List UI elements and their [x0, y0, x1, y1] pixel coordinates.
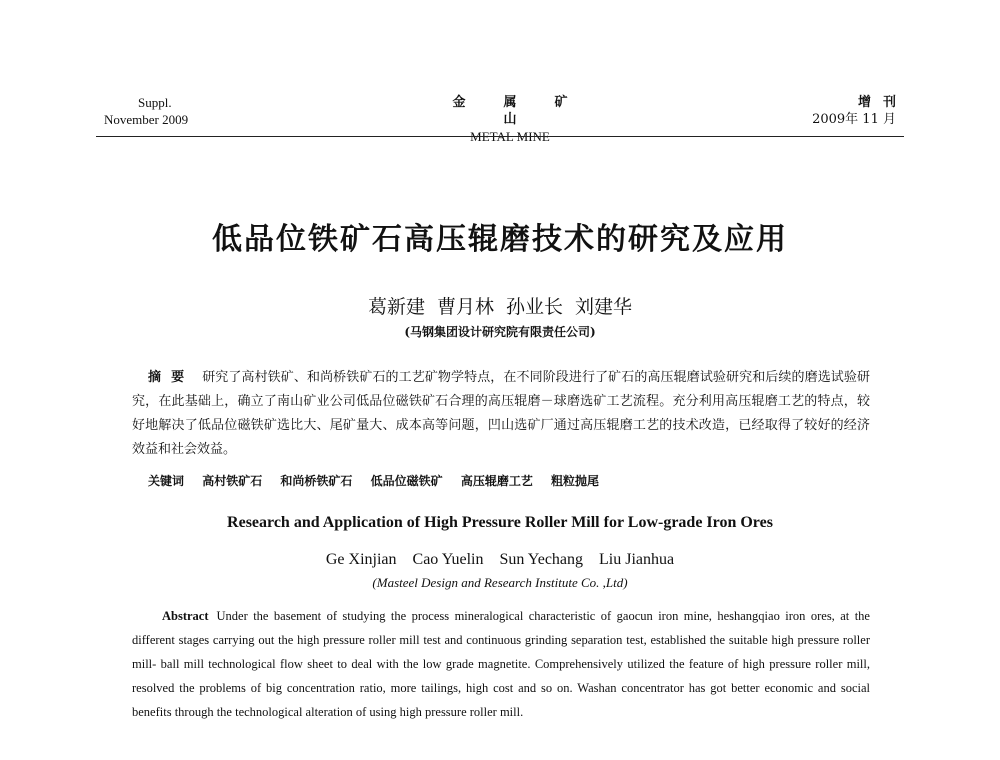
header-left [104, 94, 188, 128]
author-en: Ge Xinjian [325, 551, 397, 568]
header-supplement-cn: 增刊 [857, 95, 908, 110]
author-en: Cao Yuelin [412, 551, 484, 568]
paper-title-cn: 低品位铁矿石高压辊磨技术的研究及应用 [212, 222, 788, 257]
keywords-cn-label: 关键词 [148, 474, 185, 488]
abstract-cn [132, 366, 870, 462]
keyword: 和尚桥铁矿石 [280, 474, 353, 488]
affiliation-en: (Masteel Design and Research Institute Co. ,Ltd) [372, 575, 628, 590]
header-date-cn: 2009年 11 月 [812, 112, 896, 127]
authors-en [96, 551, 904, 569]
abstract-cn-label: 摘要 [148, 370, 195, 385]
author-en: Liu Jianhua [599, 551, 675, 568]
author-en: Sun Yechang [499, 551, 584, 568]
keywords-cn [148, 472, 870, 489]
keyword: 高村铁矿石 [202, 474, 263, 488]
header-date-en: November 2009 [104, 112, 189, 127]
journal-name-en: METAL MINE [470, 129, 550, 144]
keyword: 粗粒抛尾 [551, 474, 600, 488]
abstract-en-text: Under the basement of studying the process mineralogical characteristic of gaocun iron mine, heshangqiao iron ores, at the different stages carrying out the high pressure roller mill test and continuous grinding separation test, established the suitable high pressure roller mill- ball mill technological flow sheet to deal with the low grade magnetite. Comprehensively utilized the feature of high pressure roller mill, resolved the problems of big concentration ratio, more tailings, high cost and so on. Washan concentrator has got better economic and social benefits through the technological alteration of using high pressure roller mill. [132, 609, 870, 719]
header-suppl: Suppl. [138, 95, 172, 110]
journal-name-cn: 金属矿山 [452, 95, 606, 127]
header-right [812, 94, 908, 128]
paper-title-en: Research and Application of High Pressure Roller Mill for Low-grade Iron Ores [227, 514, 773, 531]
header-center [400, 94, 620, 145]
header-divider [96, 136, 904, 137]
keyword: 高压辊磨工艺 [460, 474, 533, 488]
affiliation-cn: (马钢集团设计研究院有限责任公司) [404, 325, 596, 339]
authors-cn: 葛新建 曹月林 孙业长 刘建华 [367, 296, 633, 318]
abstract-cn-text: 研究了高村铁矿、和尚桥铁矿石的工艺矿物学特点，在不同阶段进行了矿石的高压辊磨试验研究和后续的磨选试验研究，在此基础上，确立了南山矿业公司低品位磁铁矿石合理的高压辊磨－球磨选矿工艺流程。充分利用高压辊磨工艺的特点，较好地解决了低品位磁铁矿选比大、尾矿量大、成本高等问题，凹山选矿厂通过高压辊磨工艺的技术改造，已经取得了较好的经济效益和社会效益。 [132, 370, 870, 457]
abstract-en-label: Abstract [162, 609, 209, 623]
abstract-en [132, 604, 870, 724]
keyword: 低品位磁铁矿 [370, 474, 443, 488]
